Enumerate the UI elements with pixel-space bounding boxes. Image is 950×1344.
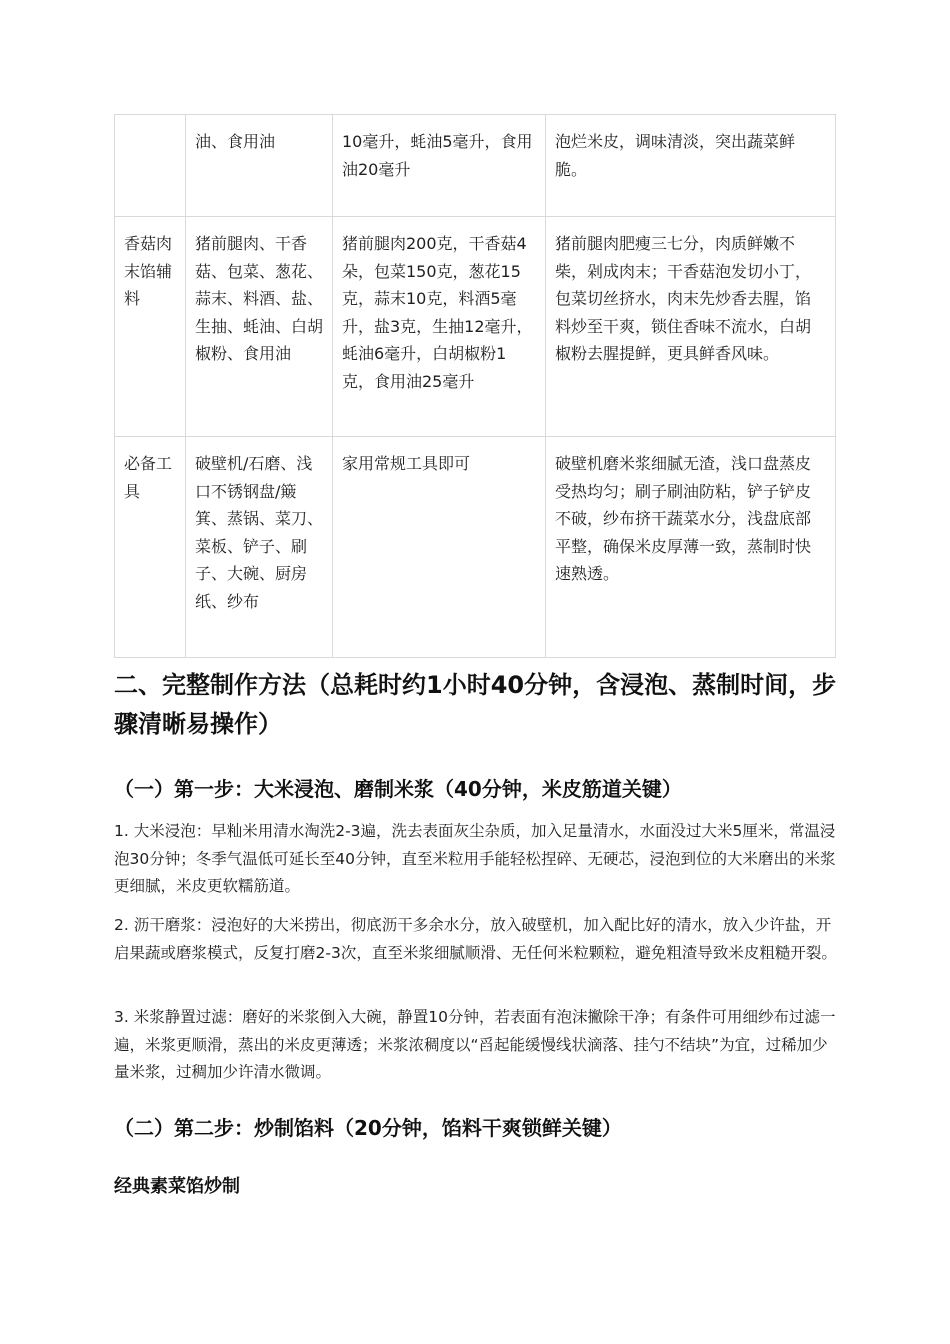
step-heading: （一）第一步：大米浸泡、磨制米浆（40分钟，米皮筋道关键） <box>114 777 682 801</box>
table-cell-amounts: 家用常规工具即可 <box>333 437 546 658</box>
step-paragraph: 1. 大米浸泡：早籼米用清水淘洗2-3遍，洗去表面灰尘杂质，加入足量清水，水面没过大米5厘米，常温浸泡30分钟；冬季气温低可延长至40分钟，直至米粒用手能轻松捏碎、无硬芯，浸泡到位的大米磨出的米浆更细腻，米皮更软糯筋道。 <box>114 822 836 895</box>
table-cell-amounts: 猪前腿肉200克，干香菇4朵，包菜150克，葱花15克，蒜末10克，料酒5毫升，盐3克，生抽12毫升，蚝油6毫升，白胡椒粉1克，食用油25毫升 <box>333 217 546 437</box>
table-cell-amounts: 10毫升，蚝油5毫升，食用油20毫升 <box>333 115 546 217</box>
table-cell-category: 必备工具 <box>115 437 186 658</box>
table-row <box>115 115 836 217</box>
table-cell-ingredients: 猪前腿肉、干香菇、包菜、葱花、蒜末、料酒、盐、生抽、蚝油、白胡椒粉、食用油 <box>186 217 333 437</box>
table-cell-category: 香菇肉末馅辅料 <box>115 217 186 437</box>
table-cell-ingredients: 破壁机/石磨、浅口不锈钢盘/簸箕、蒸锅、菜刀、菜板、铲子、刷子、大碗、厨房纸、纱布 <box>186 437 333 658</box>
ingredients-table <box>114 114 836 658</box>
table-cell-category <box>115 115 186 217</box>
table-row <box>115 217 836 437</box>
step-paragraph: 2. 沥干磨浆：浸泡好的大米捞出，彻底沥干多余水分，放入破壁机，加入配比好的清水，放入少许盐，开启果蔬或磨浆模式，反复打磨2-3次，直至米浆细腻顺滑、无任何米粒颗粒，避免粗渣导致米皮粗糙开裂。 <box>114 916 837 962</box>
table-cell-ingredients: 油、食用油 <box>186 115 333 217</box>
subsection-heading: 经典素菜馅炒制 <box>114 1176 240 1197</box>
step-heading: （二）第二步：炒制馅料（20分钟，馅料干爽锁鲜关键） <box>114 1116 622 1140</box>
table-cell-notes: 猪前腿肉肥瘦三七分，肉质鲜嫩不柴，剁成肉末；干香菇泡发切小丁，包菜切丝挤水，肉末先炒香去腥，馅料炒至干爽，锁住香味不流水，白胡椒粉去腥提鲜，更具鲜香风味。 <box>546 217 836 437</box>
table-cell-notes: 泡烂米皮，调味清淡，突出蔬菜鲜脆。 <box>546 115 836 217</box>
step-paragraph: 3. 米浆静置过滤：磨好的米浆倒入大碗，静置10分钟，若表面有泡沫撇除干净；有条件可用细纱布过滤一遍，米浆更顺滑，蒸出的米皮更薄透；米浆浓稠度以“舀起能缓慢线状滴落、挂勺不结块”为宜，过稀加少量米浆，过稠加少许清水微调。 <box>114 1008 836 1081</box>
table-cell-notes: 破壁机磨米浆细腻无渣，浅口盘蒸皮受热均匀；刷子刷油防粘，铲子铲皮不破，纱布挤干蔬菜水分，浅盘底部平整，确保米皮厚薄一致，蒸制时快速熟透。 <box>546 437 836 658</box>
section-heading: 二、完整制作方法（总耗时约1小时40分钟，含浸泡、蒸制时间，步骤清晰易操作） <box>114 671 837 738</box>
table-row <box>115 437 836 658</box>
